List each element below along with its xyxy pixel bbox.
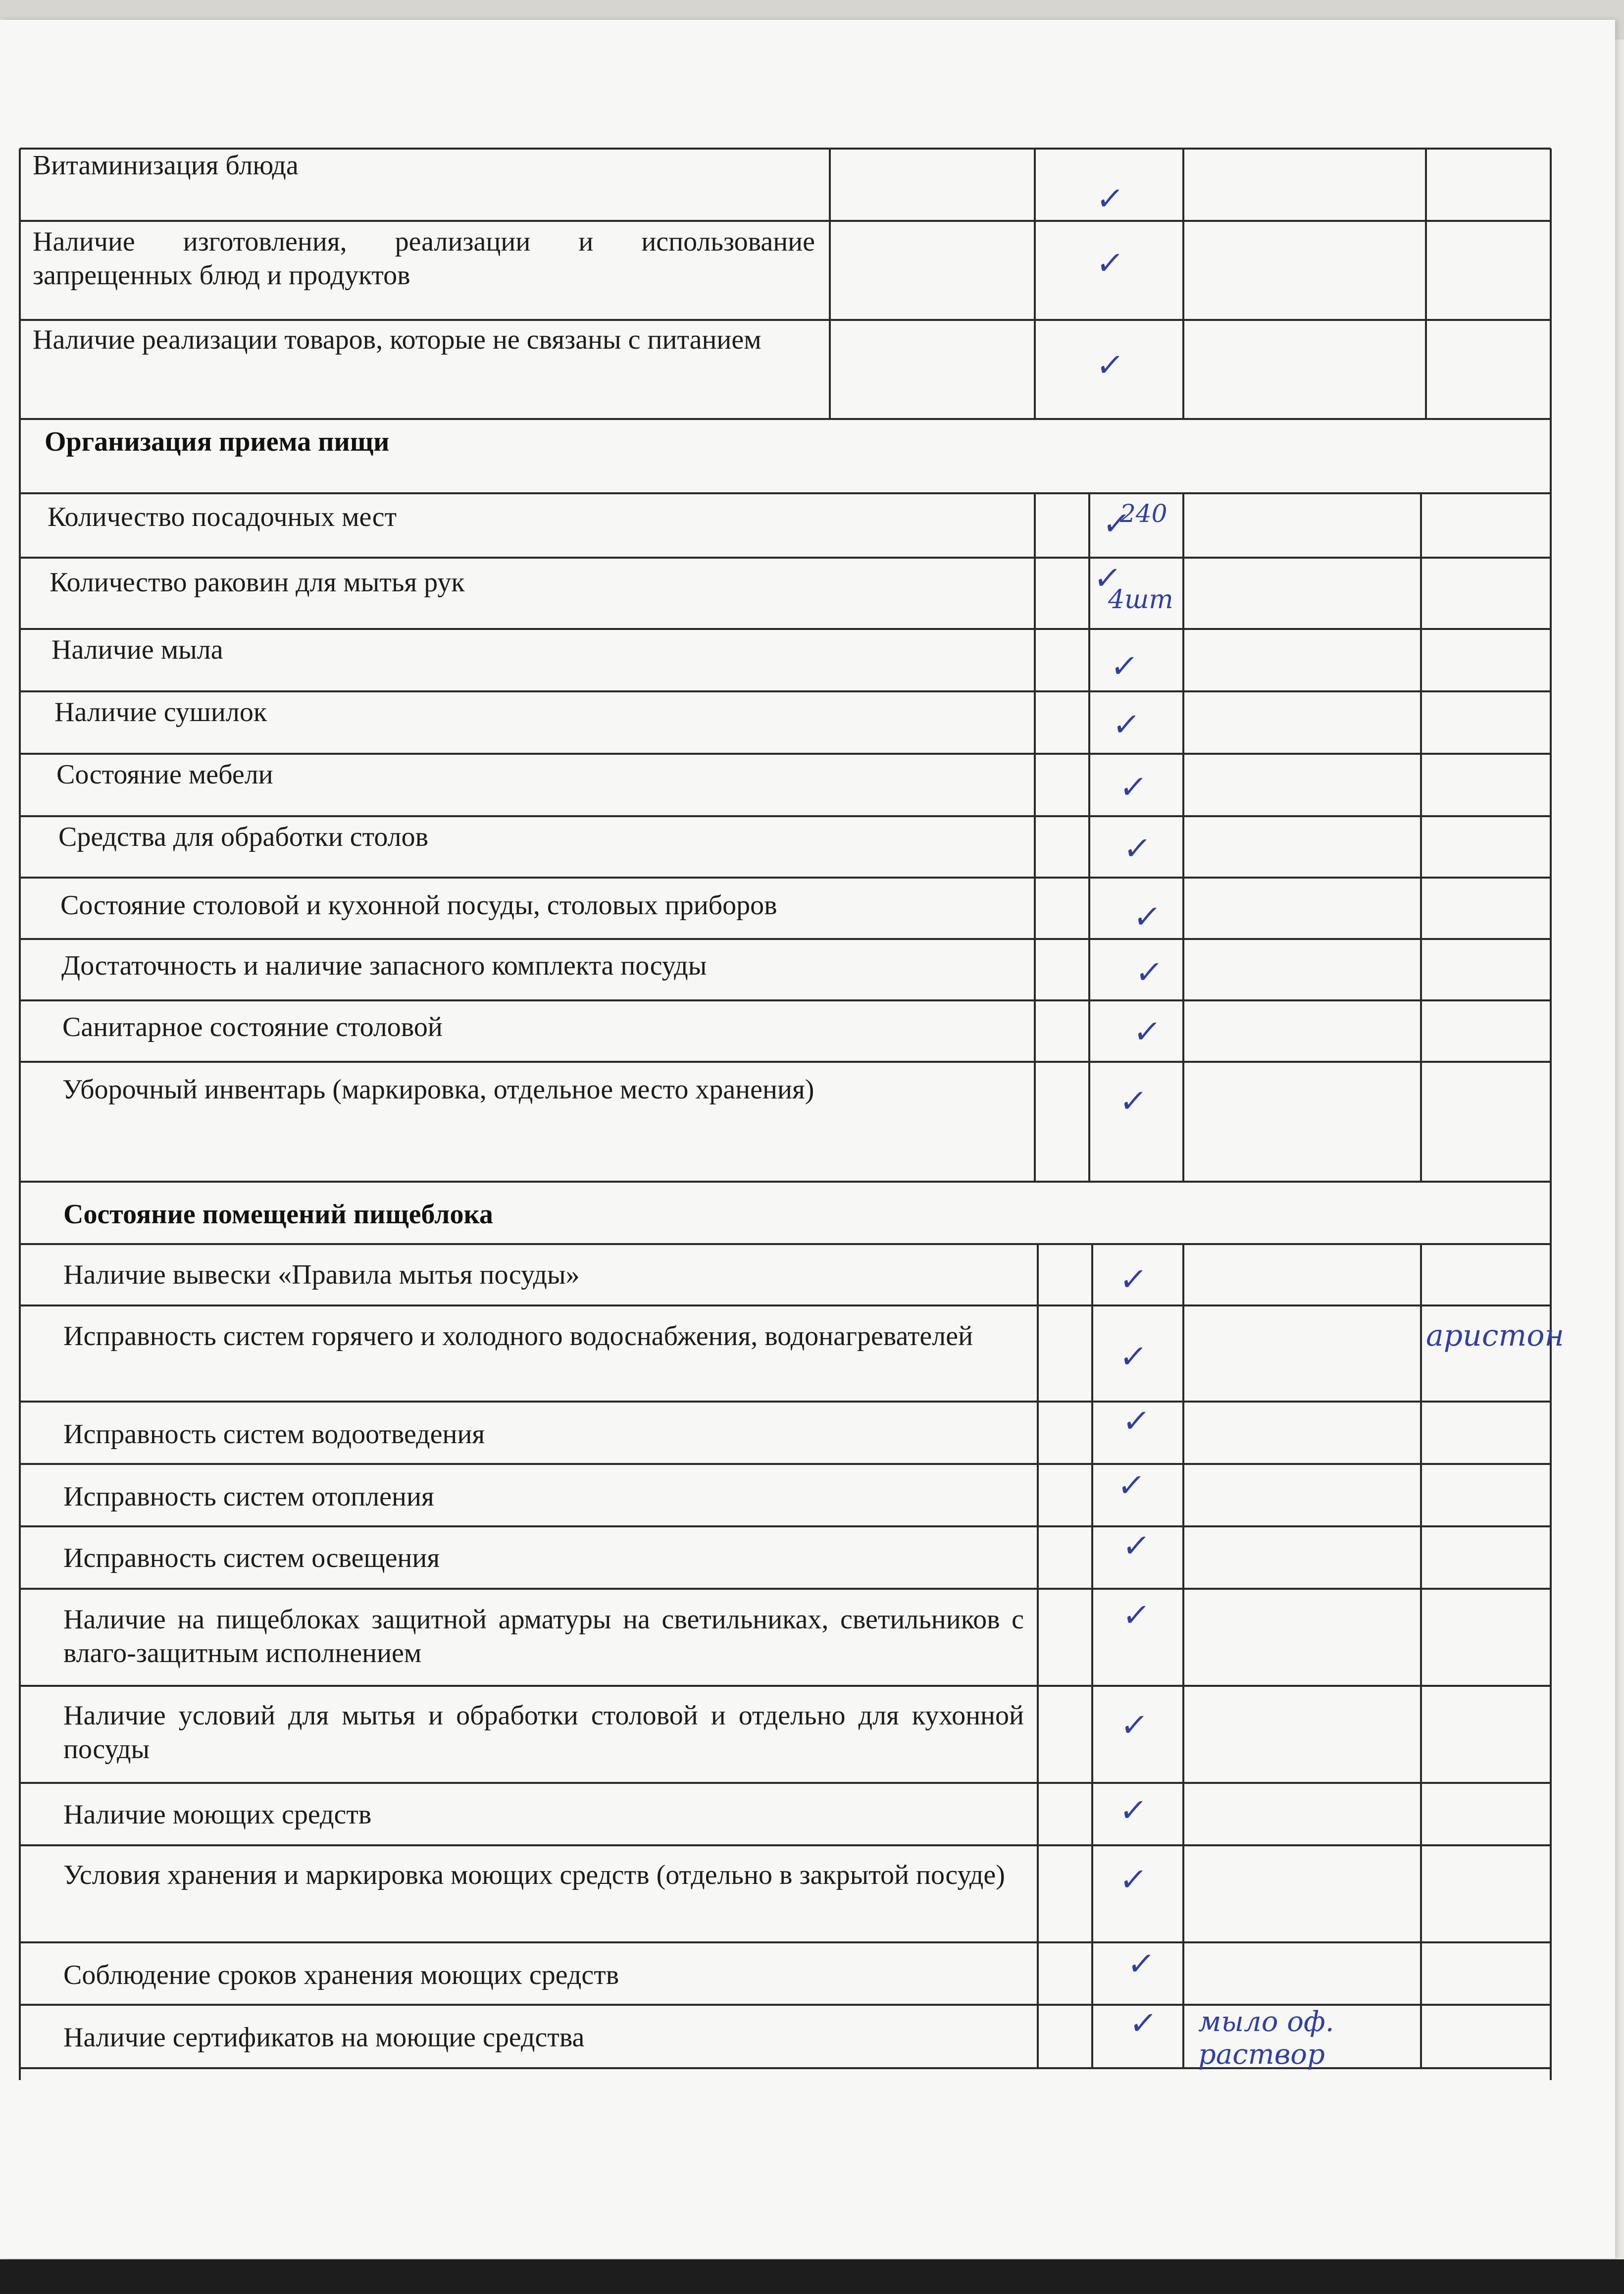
section-title: Организация приема пищи [45,426,390,457]
checkmark-icon: ✓ [1127,2005,1159,2042]
checkmark-icon: ✓ [1117,769,1149,806]
checkmark-icon: ✓ [1117,1261,1149,1298]
checkmark-icon: ✓ [1121,831,1153,867]
row-label: Исправность систем освещения [63,1543,440,1573]
row-label: Уборочный инвентарь (маркировка, отдельное место хранения) [62,1074,814,1105]
row-label: Количество раковин для мытья рук [50,567,465,598]
row-label: Наличие условий для мытья и обработки столовой и отдельно для кухонной посуды [63,1700,1024,1765]
handwritten-note: 4шт [1108,585,1173,615]
row-label: Витаминизация блюда [33,150,299,181]
row-label: Исправность систем горячего и холодного водоснабжения, водонагревателей [63,1321,973,1352]
checkmark-icon: ✓ [1100,506,1132,542]
checkmark-icon: ✓ [1118,1707,1150,1744]
row-label: Наличие реализации товаров, которые не связаны с питанием [33,324,761,355]
row-label: Наличие сертификатов на моющие средства [63,2022,585,2053]
checkmark-icon: ✓ [1115,1467,1147,1504]
checkmark-icon: ✓ [1120,1403,1152,1440]
checkmark-icon: ✓ [1120,1528,1152,1564]
row-label: Количество посадочных мест [48,502,397,532]
row-label: Наличие моющих средств [63,1799,372,1830]
checkmark-icon: ✓ [1133,954,1165,991]
row-label: Наличие вывески «Правила мытья посуды» [63,1259,580,1290]
checkmark-icon: ✓ [1117,1862,1149,1898]
section-title: Состояние помещений пищеблока [63,1199,493,1230]
checkmark-icon: ✓ [1110,707,1142,743]
handwritten-note: мыло оф. раствор [1198,2006,1334,2071]
checkmark-icon: ✓ [1108,648,1140,685]
row-label: Исправность систем водоотведения [63,1419,485,1450]
checkmark-icon: ✓ [1131,899,1163,936]
row-label: Санитарное состояние столовой [62,1012,443,1043]
row-label: Условия хранения и маркировка моющих средств (отдельно в закрытой посуде) [63,1860,1005,1890]
checkmark-icon: ✓ [1117,1339,1149,1375]
row-label: Наличие мыла [51,634,223,665]
checkmark-icon: ✓ [1094,245,1126,282]
checkmark-icon: ✓ [1117,1792,1149,1829]
row-label: Наличие изготовления, реализации и использование запрещенных блюд и продуктов [33,226,815,291]
row-label: Средства для обработки столов [58,822,429,852]
checkmark-icon: ✓ [1094,347,1126,384]
row-label: Наличие на пищеблоках защитной арматуры на светильниках, светильников с влаго-защитным исполнением [63,1604,1024,1668]
row-label: Состояние мебели [56,759,273,790]
row-label: Состояние столовой и кухонной посуды, столовых приборов [60,890,777,921]
handwritten-note: 240 [1120,499,1167,528]
checkmark-icon: ✓ [1094,181,1126,217]
row-label: Наличие сушилок [54,697,267,728]
row-label: Исправность систем отопления [63,1481,434,1512]
checkmark-icon: ✓ [1117,1083,1149,1120]
row-label: Достаточность и наличие запасного комплекта посуды [61,950,707,981]
checkmark-icon: ✓ [1125,1946,1157,1982]
checkmark-icon: ✓ [1131,1014,1163,1050]
row-label: Соблюдение сроков хранения моющих средств [63,1960,619,1990]
checkmark-icon: ✓ [1120,1597,1152,1634]
handwritten-remark: аристон [1426,1318,1564,1353]
checkmark-icon: ✓ [1091,560,1123,597]
